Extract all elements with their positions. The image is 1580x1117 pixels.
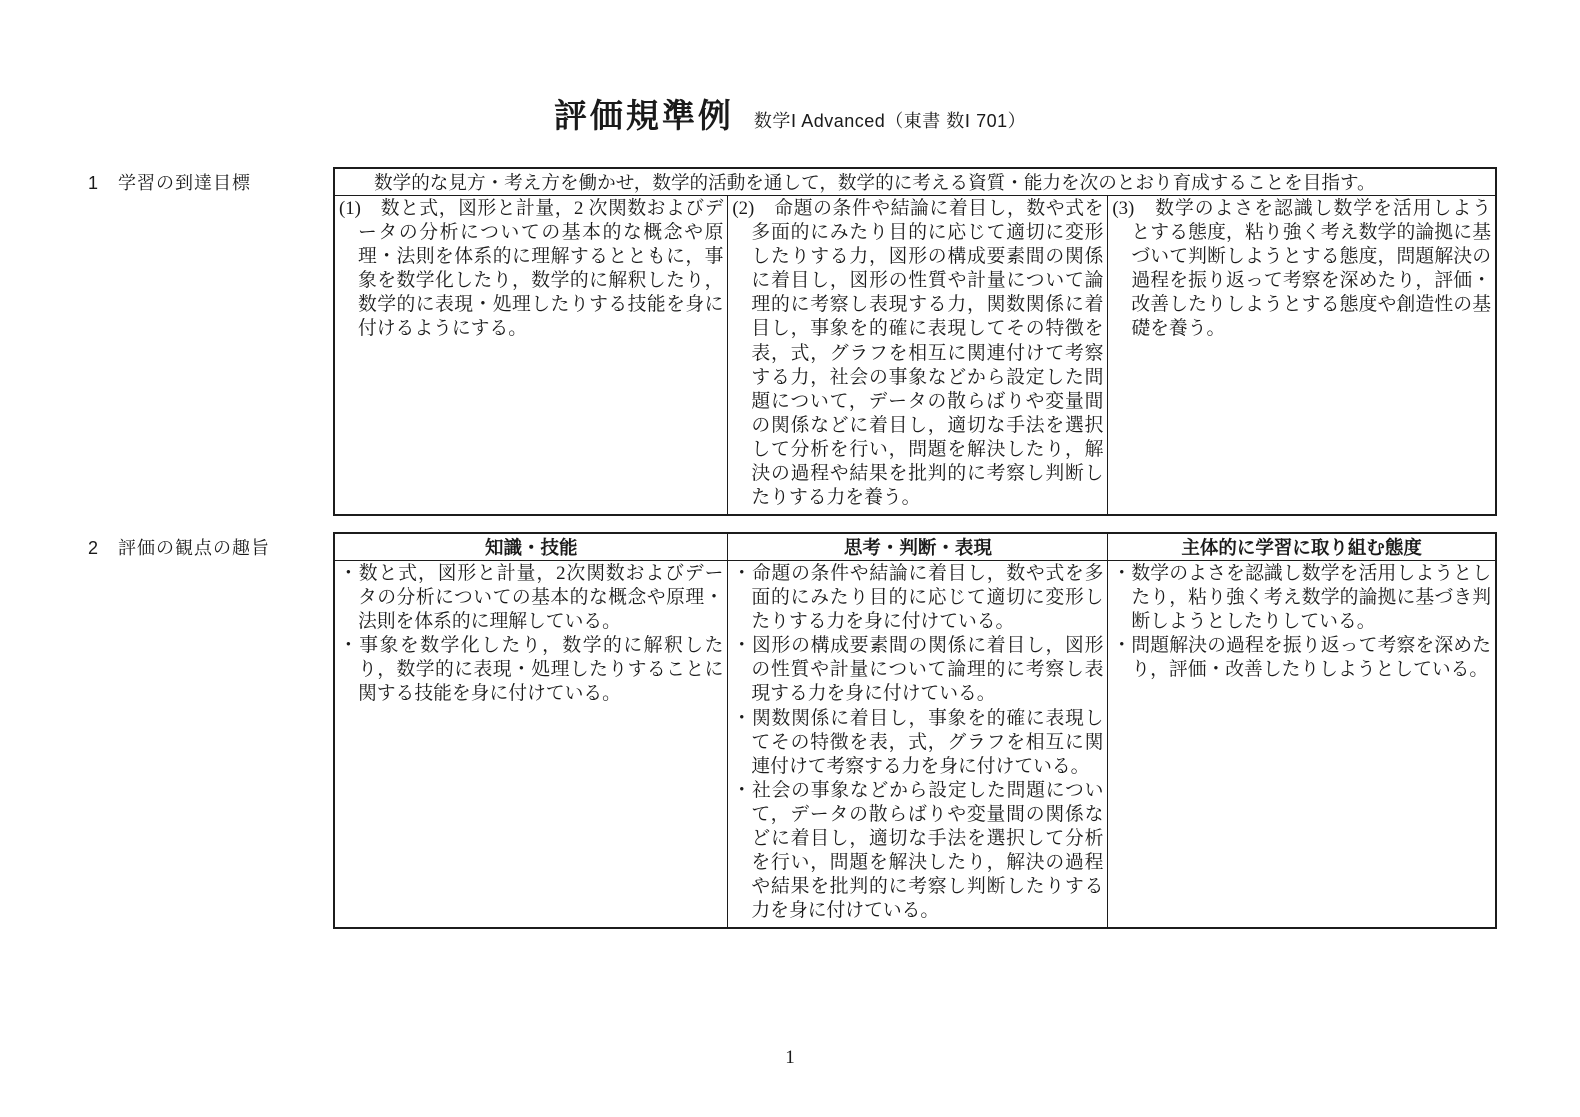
goal-item-1-cell [334,196,728,516]
list-item: ・図形の構成要素間の関係に着目し，図形の性質や計量について論理的に考察し表現する力を身に付けている。 [732,635,1104,705]
goal-item-3: (3) 数学のよさを認識し数学を活用しようとする態度，粘り強く考え数学的論拠に基づいて判断しようとする態度，問題解決の過程を振り返って考察を深めたり，評価・改善したりしようとする態度や創造性の基礎を養う。 [1112,198,1491,340]
goal-statement: 数学的な見方・考え方を働かせ，数学的活動を通して，数学的に考える資質・能力を次のとおり育成することを目指す。 [334,168,1496,196]
list-item: ・問題解決の過程を振り返って考察を深めたり，評価・改善したりしようとしている。 [1112,635,1491,681]
goal-item-2: (2) 命題の条件や結論に着目し，数や式を多面的にみたり目的に応じて適切に変形したりする力，図形の構成要素間の関係に着目し，図形の性質や計量について論理的に考察し表現する力，関数関係に着目し，事象を的確に表現してその特徴を表，式，グラフを相互に関連付けて考察する力，社会の事象などから設定した問題について，データの散らばりや変量間の関係などに着目し，適切な手法を選択して分析を行い，問題を解決したり，解決の過程や結果を批判的に考察し判断したりする力を養う。 [732,198,1104,509]
document-header [0,98,1580,134]
list-item: ・命題の条件や結論に着目し，数や式を多面的にみたり目的に応じて適切に変形したりする力を身に付けている。 [732,563,1104,633]
list-item: ・関数関係に着目し，事象を的確に表現してその特徴を表，式，グラフを相互に関連付けて考察する力を身に付けている。 [732,707,1104,777]
table-row [334,561,1496,929]
list-item: ・数学のよさを認識し数学を活用しようとしたり，粘り強く考え数学的論拠に基づき判断しようとしたりしている。 [1112,563,1491,633]
column-header-attitude: 主体的に学習に取り組む態度 [1108,533,1496,561]
page-number: 1 [785,1047,795,1068]
goal-item-2-cell [728,196,1108,516]
column-header-knowledge-skills: 知識・技能 [334,533,728,561]
list-item: ・事象を数学化したり，数学的に解釈したり，数学的に表現・処理したりすることに関する技能を身に付けている。 [339,635,724,705]
section2-label: 2 評価の観点の趣旨 [88,538,271,558]
page-title: 評価規準例 [553,97,734,134]
table-header-row [334,533,1496,561]
list-item: ・社会の事象などから設定した問題について，データの散らばりや変量間の関係などに着目し，適切な手法を選択して分析を行い，問題を解決したり，解決の過程や結果を批判的に考察し判断したりする力を身に付けている。 [732,779,1104,922]
list-item: ・数と式，図形と計量，2次関数およびデータの分析についての基本的な概念や原理・法則を体系的に理解している。 [339,563,724,633]
section1-label: 1 学習の到達目標 [88,173,252,193]
goal-item-1: (1) 数と式，図形と計量，2 次関数およびデータの分析についての基本的な概念や原理・法則を体系的に理解するとともに，事象を数学化したり，数学的に解釈したり，数学的に表現・処理したりする技能を身に付けるようにする。 [339,198,724,340]
page-subtitle: 数学Ⅰ Advanced（東書 数Ⅰ 701） [753,111,1027,131]
thinking-judgement-expression-cell [728,561,1108,929]
evaluation-viewpoints-table [333,532,1497,929]
column-header-thinking-judgement-expression: 思考・判断・表現 [728,533,1108,561]
table-row [334,168,1496,196]
thinking-judgement-expression-list [732,562,1103,923]
attitude-cell [1108,561,1496,929]
learning-goals-table [333,167,1497,516]
knowledge-skills-list [339,562,723,707]
knowledge-skills-cell [334,561,728,929]
attitude-list [1112,562,1491,682]
goal-item-3-cell [1108,196,1496,516]
table-row [334,196,1496,516]
